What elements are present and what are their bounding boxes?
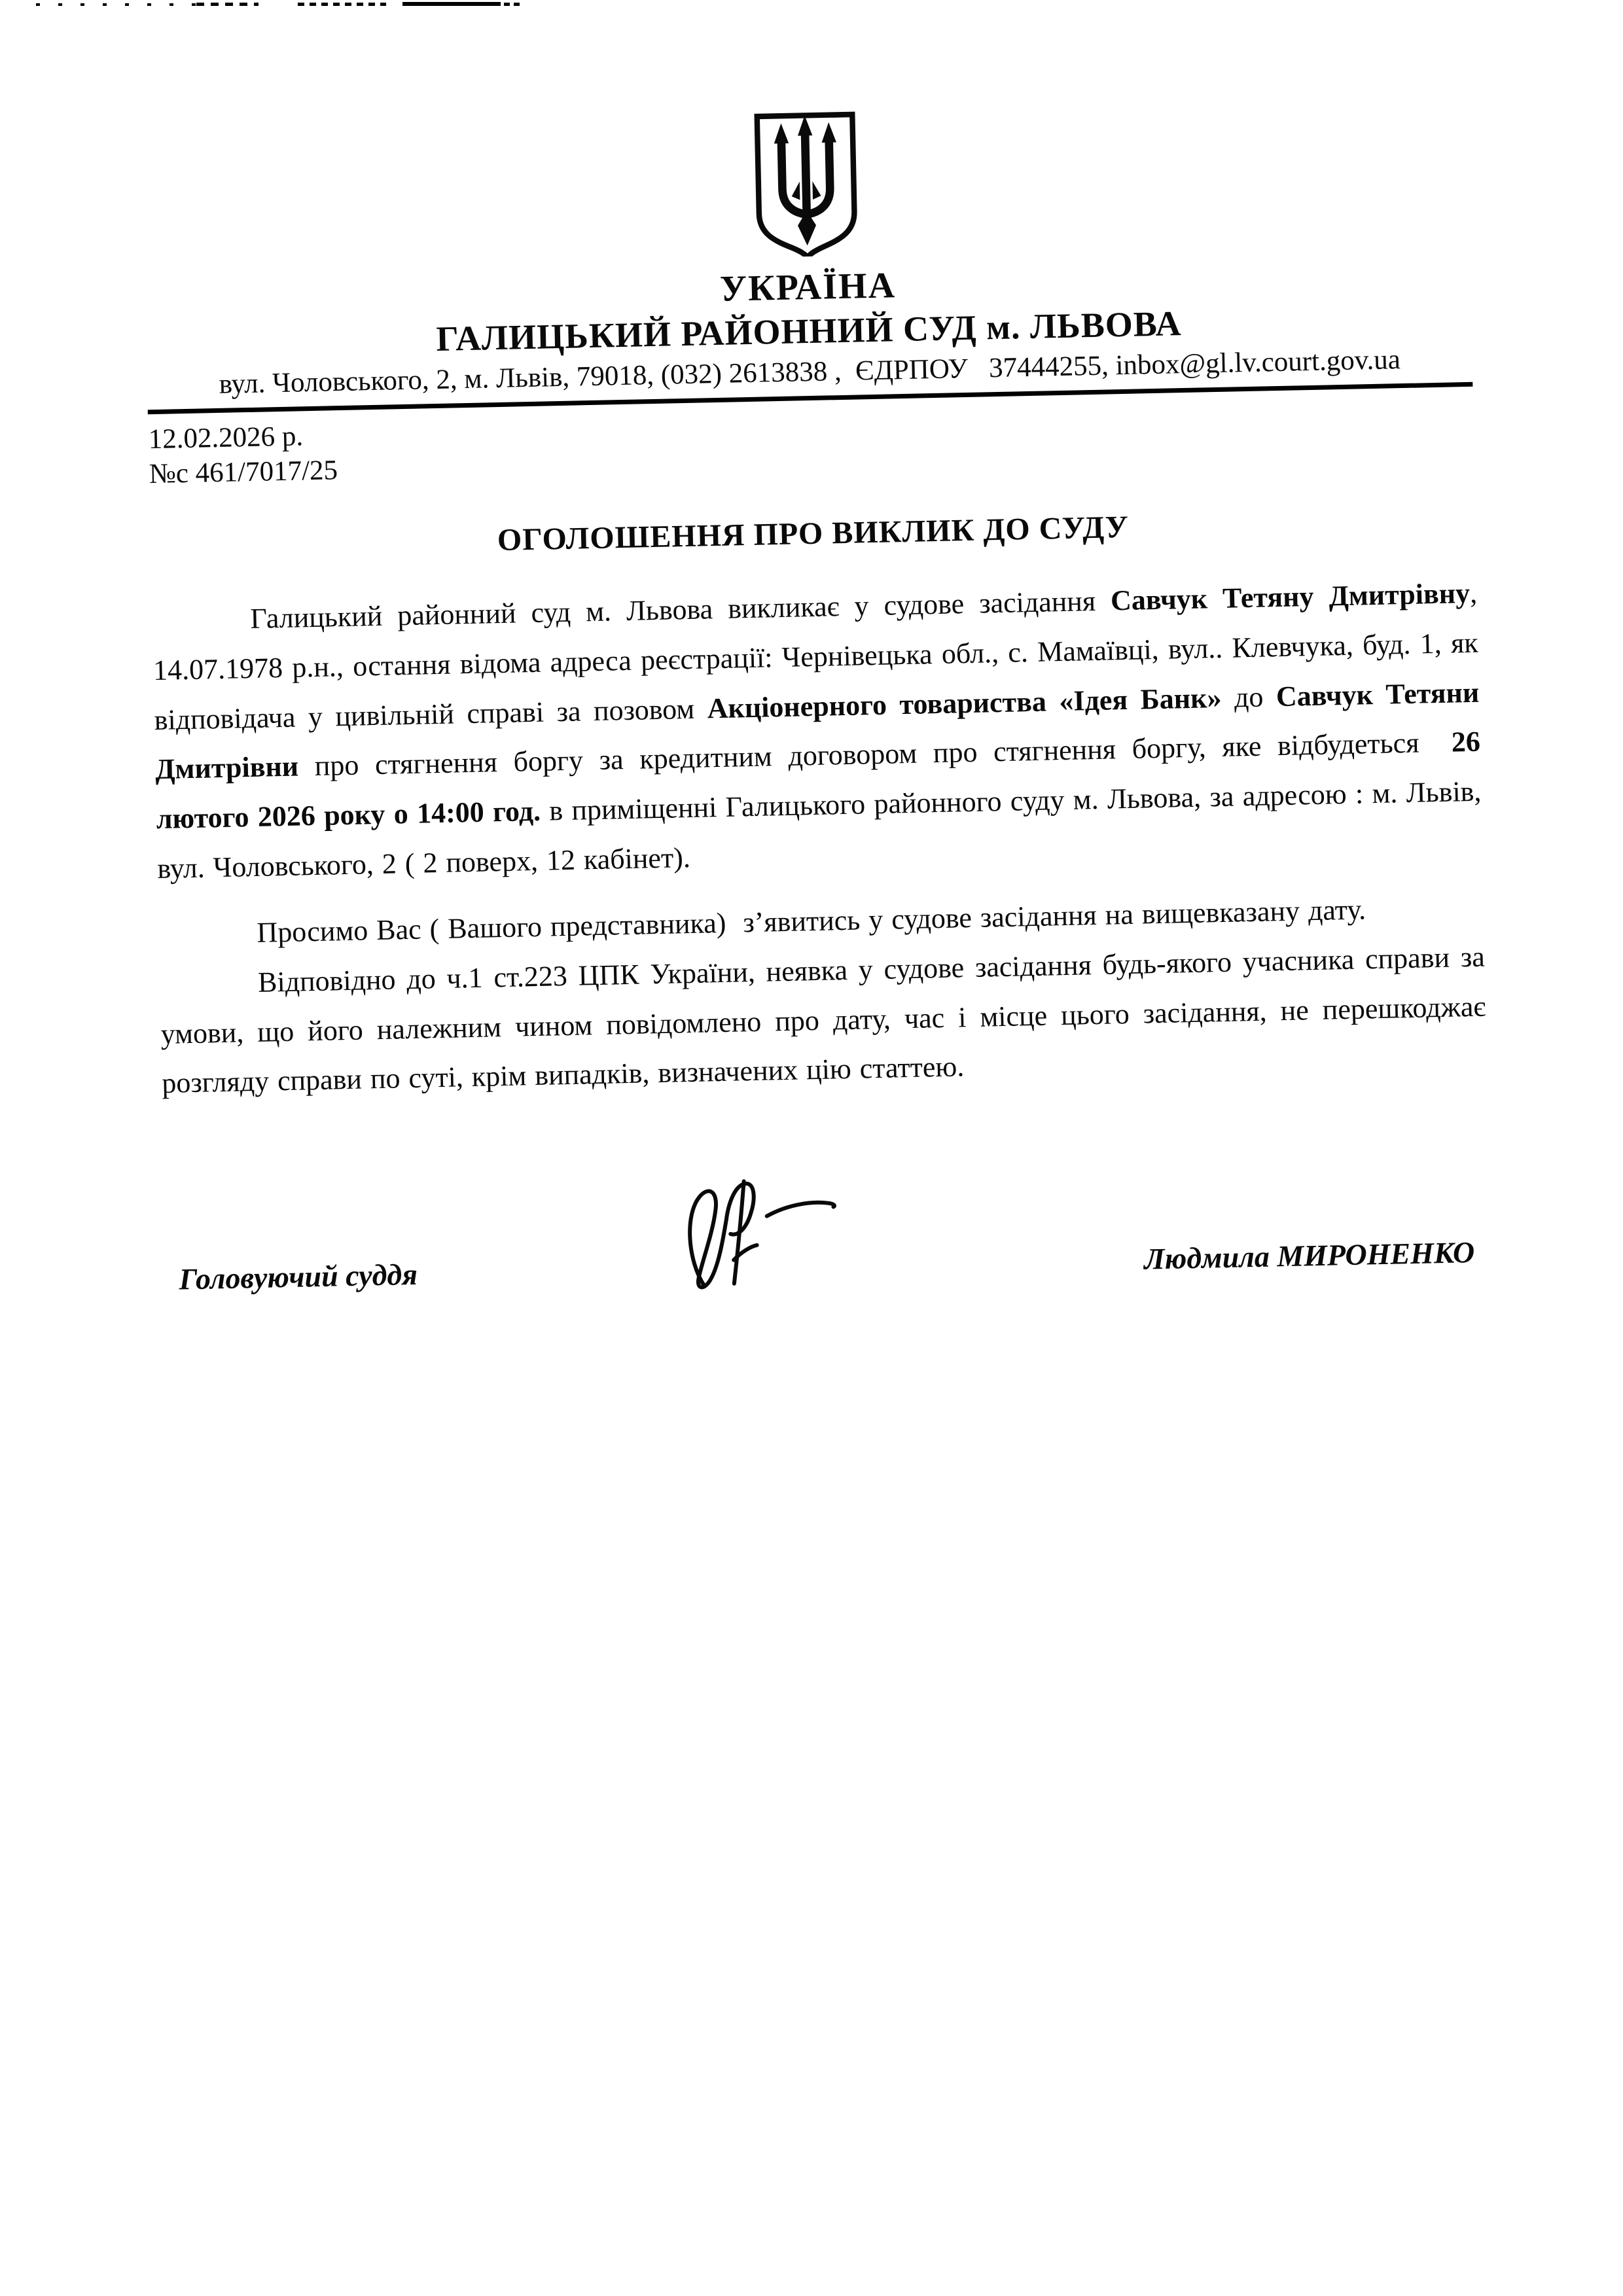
court-name: ГАЛИЦЬКИЙ РАЙОННИЙ СУД м. ЛЬВОВА	[435, 304, 1182, 359]
request-paragraph: Просимо Вас ( Вашого представника) з’явитись у судове засідання на вищевказану дату.	[256, 893, 1366, 949]
scan-noise-dashes	[298, 3, 386, 6]
scan-noise-dashes	[196, 3, 259, 6]
judge-role-label: Головуючий суддя	[179, 1257, 418, 1296]
scan-noise-bar	[402, 2, 501, 6]
case-number: №с 461/7017/25	[149, 455, 338, 490]
scan-noise-dots	[36, 3, 200, 6]
emblem-container	[142, 96, 1470, 274]
summons-paragraph: Галицький районний суд м. Львова викликає у судове засідання Савчук Тетяну Дмитрівну, 14.07.1978 р.н., остання відома адреса реєстрації: Чернівецька обл., с. Мамаївці, вул.. Клевчука, буд. 1, як відповідача у цивільній справі за позовом Акціонерного товариства «Ідея Банк» до Савчук Тетяни Дмитрівни про стягнення боргу за кредитним договором про стягнення боргу, яке відбудеться 26 лютого 2026 року о 14:00 год. в приміщенні Галицького районного суду м. Львова, за адресою : м. Львів, вул. Чоловського, 2 ( 2 поверх, 12 кабінет).	[152, 576, 1482, 885]
judge-name: Людмила МИРОНЕНКО	[1143, 1235, 1475, 1276]
ukraine-trident-coat-of-arms-icon	[749, 109, 863, 257]
document-title: ОГОЛОШЕННЯ ПРО ВИКЛИК ДО СУДУ	[497, 510, 1130, 558]
document-date: 12.02.2026 р.	[148, 420, 304, 455]
court-address-line: вул. Чоловського, 2, м. Львів, 79018, (032) 2613838 , ЄДРПОУ 37444255, inbox@gl.lv.court.gov.ua	[219, 344, 1401, 400]
country-name: УКРАЇНА	[719, 265, 897, 309]
legal-notice-paragraph: Відповідно до ч.1 ст.223 ЦПК України, неявка у судове засідання будь-якого учасника справи за умови, що його належним чином повідомлено про дату, час і місце цього засідання, не перешкоджає розгляду справи по суті, крім випадків, визначених цію статтею.	[160, 940, 1486, 1100]
handwritten-signature-icon	[668, 1165, 886, 1308]
signature-block	[166, 1234, 1491, 1296]
